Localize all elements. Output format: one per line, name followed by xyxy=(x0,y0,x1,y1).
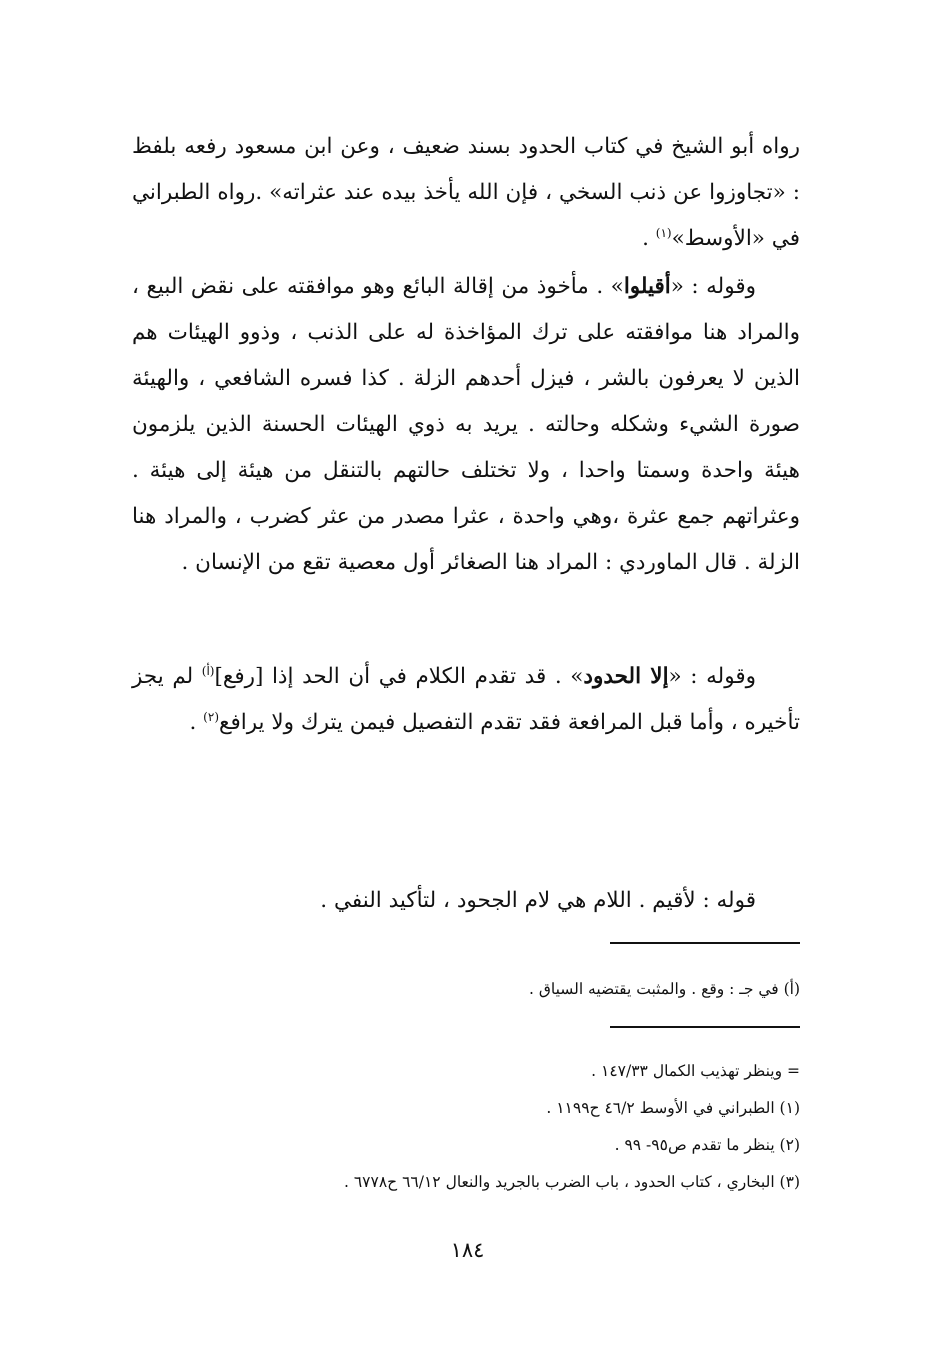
footnote-ref-a[interactable]: (أ) xyxy=(201,663,215,678)
paragraph-3-tail: . xyxy=(189,710,204,735)
paragraph-3-lead: وقوله : « xyxy=(668,664,756,689)
paragraph-4 xyxy=(132,878,800,924)
paragraph-3-text-2: لم يجز تأخيره ، وأما قبل المرافعة فقد تقدم التفصيل فيمن يترك ولا يرافع xyxy=(132,664,800,735)
footnote-critical-a: (أ) في جـ : وقع . والمثبت يقتضيه السياق . xyxy=(528,980,800,998)
paragraph-1-tail: . xyxy=(642,226,656,251)
paragraph-3-text: » . قد تقدم الكلام في أن الحد إذا [رفع] xyxy=(214,664,584,689)
paragraph-3 xyxy=(132,654,800,746)
paragraph-4-text: قوله : لأقيم . اللام هي لام الجحود ، لتأكيد النفي . xyxy=(320,888,756,913)
footnote-ref-2[interactable]: (٢) xyxy=(203,709,219,724)
footnote-3: (٣) البخاري ، كتاب الحدود ، باب الضرب بالجريد والنعال ٦٦/١٢ ح٦٧٧٨ . xyxy=(344,1173,800,1191)
paragraph-2-text: » . مأخوذ من إقالة البائع وهو موافقته على نقض البيع ، والمراد هنا موافقته على ترك المؤاخذة له على الذنب ، وذوو الهيئات هم الذين لا يعرفون بالشر ، فيزل أحدهم الزلة . كذا فسره الشافعي ، والهيئة صورة الشيء وشكله وحالته . يريد به ذوي الهيئات الحسنة الذين يلزمون هيئة واحدة وسمتا واحدا ، ولا تختلف حالتهم بالتنقل من هيئة إلى هيئة . وعثراتهم جمع عثرة ،وهي واحدة ، عثرا مصدر من عثر كضرب ، والمراد هنا الزلة . قال الماوردي : المراد هنا الصغائر أول معصية تقع من الإنسان . xyxy=(132,274,800,575)
footnote-2: (٢) ينظر ما تقدم ص٩٥- ٩٩ . xyxy=(614,1136,800,1154)
paragraph-1-text: رواه أبو الشيخ في كتاب الحدود بسند ضعيف ، وعن ابن مسعود رفعه بلفظ : «تجاوزوا عن ذنب السخي ، فإن الله يأخذ بيده عند عثراته» .رواه الطبراني في «الأوسط» xyxy=(132,134,800,251)
paragraph-2-lead: وقوله : « xyxy=(670,274,756,299)
footnote-divider-critical xyxy=(610,942,800,944)
paragraph-1 xyxy=(132,124,800,262)
paragraph-2-keyword: أقيلوا xyxy=(623,274,671,299)
footnote-continuation: = وينظر تهذيب الكمال ١٤٧/٣٣ . xyxy=(591,1062,800,1080)
paragraph-2 xyxy=(132,264,800,586)
paragraph-3-keyword: إلا الحدود xyxy=(583,664,669,689)
footnote-1: (١) الطبراني في الأوسط ٤٦/٢ ح١١٩٩ . xyxy=(546,1099,800,1117)
footnote-ref-1[interactable]: (١) xyxy=(655,225,672,240)
footnote-divider-refs xyxy=(610,1026,800,1028)
page-number: ١٨٤ xyxy=(450,1238,485,1262)
